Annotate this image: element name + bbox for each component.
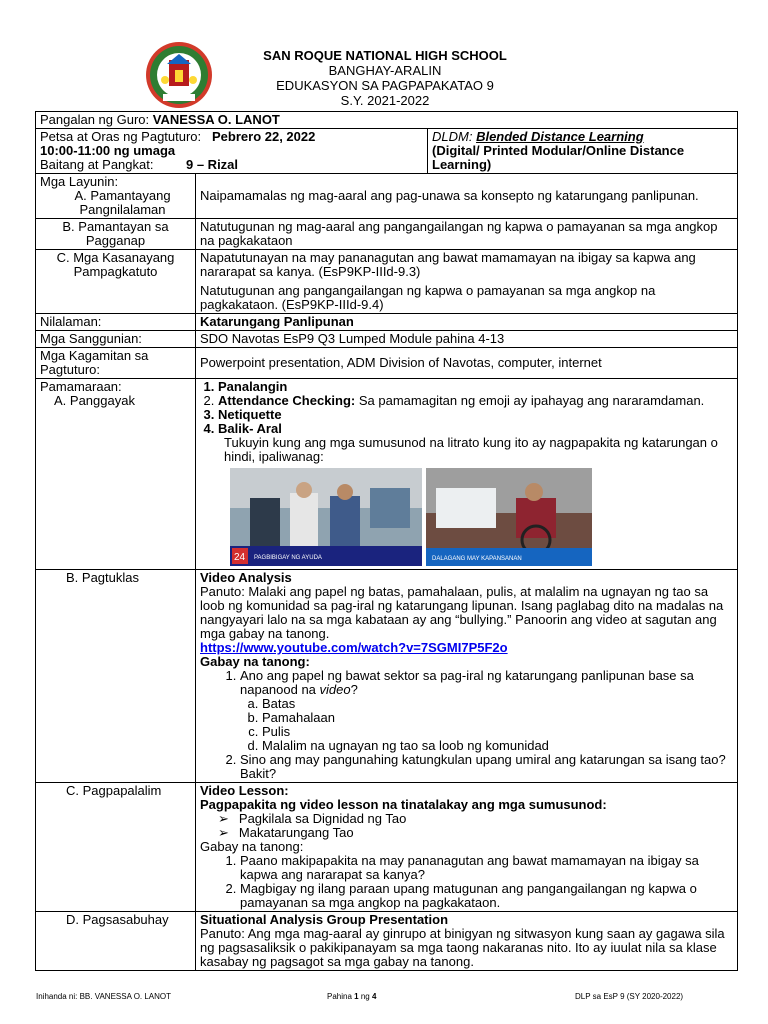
review-photos: [230, 468, 733, 566]
footer-page-number: Pahina 1 ng 4: [327, 992, 377, 1001]
references-label: Mga Sanggunian:: [36, 331, 196, 348]
materials-value: Powerpoint presentation, ADM Division of Navotas, computer, internet: [196, 348, 738, 379]
procedure-a-row: [36, 379, 738, 570]
photo-2-caption: DALAGANG MAY KAPANSANAN: [432, 556, 522, 562]
procedure-label: Pamamaraan:: [40, 379, 122, 394]
objective-c-row: [36, 250, 738, 314]
procedure-b-title: Video Analysis: [200, 570, 292, 585]
teacher-row: [36, 112, 738, 129]
footer-document-code: DLP sa EsP 9 (SY 2020-2022): [575, 992, 684, 1001]
list-item: 1. Ano ang papel ng bawat sektor sa pag-iral ng katarungang panlipunan base sa napanood na video? a. Batas b. Pamahalaan c. Pulis d. Malalim na ugnayan ng tao sa loob ng komunidad: [240, 669, 733, 753]
procedure-b-label: B. Pagtuklas: [36, 570, 196, 783]
procedure-a-label: A. Panggayak: [54, 393, 135, 408]
objective-c-text-1: Napatutunayan na may pananagutan ang bawat mamamayan na ibigay sa kapwa ang nararapat sa kanya. (EsP9KP-IIId-9.3): [200, 250, 696, 279]
list-item: 1. Paano makipapakita na may pananagutan ang bawat mamamayan na ibigay sa kapwa ang nararapat sa kanya?: [240, 854, 733, 882]
objective-c-text-2: Natutugunan ang pangangailangan ng kapwa o pamayanan sa mga angkop na pagkakataon. (EsP9KP-IIId-9.4): [200, 283, 656, 312]
objective-a-label: A. Pamantayang Pangnilalaman: [74, 188, 171, 217]
list-item: 1. Panalangin: [218, 380, 733, 394]
list-item: a. Batas: [262, 697, 733, 711]
footer-prepared-by: Inihanda ni: BB. VANESSA O. LANOT: [36, 992, 172, 1001]
content-value: Katarungang Panlipunan: [196, 314, 738, 331]
objectives-label: Mga Layunin:: [40, 174, 119, 189]
objective-b-label: B. Pamantayan sa Pagganap: [36, 219, 196, 250]
header-line-3: EDUKASYON SA PAGPAPAKATAO 9: [276, 78, 494, 93]
dldm-label: DLDM:: [432, 129, 477, 144]
procedure-b-text: Panuto: Malaki ang papel ng batas, pamahalaan, pulis, at malalim na ugnayan ng tao sa loob ng komunidad sa pag-iral ng katarungang lipunan. Isang paglabag dito na madalas na nangyayari lalo na sa mga kabataan ay ang “bullying.” Panoorin ang video at sagutan ang mga gabay na tanong.: [200, 584, 724, 641]
procedure-c-bullets: [200, 812, 733, 840]
dldm-detail: (Digital/ Printed Modular/Online Distance Learning): [432, 143, 685, 172]
content-row: [36, 314, 738, 331]
header-text: [230, 48, 540, 108]
list-item: ➢ Makatarungang Tao: [218, 826, 733, 840]
materials-label: Mga Kagamitan sa Pagtuturo:: [36, 348, 196, 379]
list-item: 2. Attendance Checking: Sa pamamagitan ng emoji ay ipahayag ang nararamdaman.: [218, 394, 733, 408]
procedure-b-questions: [200, 669, 733, 781]
photo-1-caption: PAGBIBIGAY NG AYUDA: [254, 555, 322, 561]
list-item: 2. Magbigay ng ilang paraan upang matugunan ang pangangailangan ng kapwa o pamayanan sa mga angkop na pagkakataon.: [240, 882, 733, 910]
procedure-c-subtitle: Pagpapakita ng video lesson na tinatalakay ang mga sumusunod:: [200, 797, 607, 812]
objective-a-text: Naipamamalas ng mag-aaral ang pag-unawa sa konsepto ng katarungang panlipunan.: [196, 174, 738, 219]
photo-wheelchair: [426, 468, 592, 566]
objective-a-row: [36, 174, 738, 219]
procedure-b-row: [36, 570, 738, 783]
list-item: 4. Balik- Aral: [218, 422, 733, 436]
document-header: [0, 40, 768, 110]
procedure-d-row: [36, 912, 738, 971]
time-value: 10:00-11:00 ng umaga: [40, 143, 176, 158]
photo-1-banner: 24: [234, 552, 246, 563]
references-row: [36, 331, 738, 348]
list-item: d. Malalim na ugnayan ng tao sa loob ng komunidad: [262, 739, 733, 753]
schedule-row: [36, 129, 738, 174]
list-item: c. Pulis: [262, 725, 733, 739]
grade-value: 9 – Rizal: [186, 157, 239, 172]
lesson-plan-table: [35, 111, 738, 971]
teacher-label: Pangalan ng Guro:: [40, 112, 153, 127]
list-item: 2. Sino ang may pangunahing katungkulan upang umiral ang katarungan sa isang tao? Bakit?: [240, 753, 733, 781]
procedure-d-title: Situational Analysis Group Presentation: [200, 912, 449, 927]
dldm-value: Blended Distance Learning: [476, 129, 644, 144]
photo-aid-distribution: [230, 468, 422, 566]
procedure-c-row: [36, 783, 738, 912]
grade-label: Baitang at Pangkat:: [40, 157, 154, 172]
materials-row: [36, 348, 738, 379]
procedure-c-questions: [200, 854, 733, 910]
procedure-c-title: Video Lesson:: [200, 783, 289, 798]
date-value: Pebrero 22, 2022: [212, 129, 316, 144]
procedure-b-guide: Gabay na tanong:: [200, 654, 310, 669]
objective-c-label: C. Mga Kasanayang Pampagkatuto: [36, 250, 196, 314]
header-line-2: BANGHAY-ARALIN: [328, 63, 442, 78]
procedure-d-text: Panuto: Ang mga mag-aaral ay ginrupo at binigyan ng sitwasyon kung saan ay gagawa sila ng pagsasaliksik o pakikipanayam sa mga taong nakaranas nito. Ito ay iuulat nila sa klase kasabay ng pagsagot sa mga gabay na tanong.: [200, 926, 725, 969]
list-item: b. Pamahalaan: [262, 711, 733, 725]
procedure-d-label: D. Pagsasabuhay: [36, 912, 196, 971]
school-seal-icon: [137, 40, 221, 110]
objective-b-row: [36, 219, 738, 250]
review-instruction: Tukuyin kung ang mga sumusunod na litrato kung ito ay nagpapakita ng katarungan o hindi, ipaliwanag:: [224, 435, 718, 464]
procedure-b-options: [240, 697, 733, 753]
school-name: SAN ROQUE NATIONAL HIGH SCHOOL: [263, 48, 507, 63]
references-value: SDO Navotas EsP9 Q3 Lumped Module pahina 4-13: [196, 331, 738, 348]
content-label: Nilalaman:: [36, 314, 196, 331]
date-label: Petsa at Oras ng Pagtuturo:: [40, 129, 202, 144]
procedure-a-list: [200, 380, 733, 436]
video-link[interactable]: https://www.youtube.com/watch?v=7SGMI7P5F2o: [200, 640, 508, 655]
procedure-c-guide: Gabay na tanong:: [200, 839, 304, 854]
list-item: 3. Netiquette: [218, 408, 733, 422]
list-item: ➢ Pagkilala sa Dignidad ng Tao: [218, 812, 733, 826]
procedure-c-label: C. Pagpapalalim: [36, 783, 196, 912]
teacher-name: VANESSA O. LANOT: [152, 112, 280, 127]
header-line-4: S.Y. 2021-2022: [340, 93, 430, 108]
objective-b-text: Natutugunan ng mag-aaral ang pangangailangan ng kapwa o pamayanan sa mga angkop na pagkakataon: [196, 219, 738, 250]
